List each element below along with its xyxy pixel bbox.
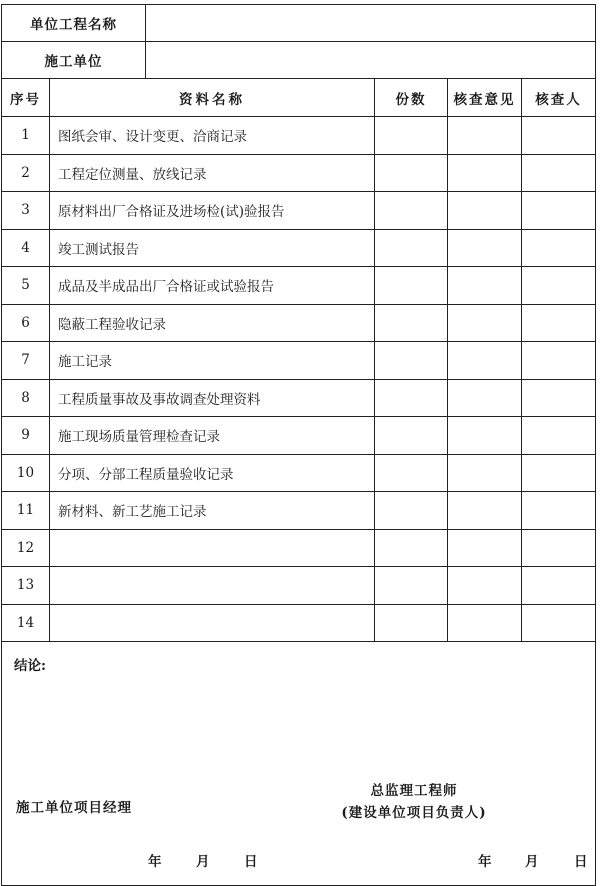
row-copies-field[interactable]: [375, 454, 448, 492]
table-row: [2, 529, 596, 567]
row-seq: 4: [2, 229, 50, 267]
row-copies-field[interactable]: [375, 267, 448, 305]
row-opinion-field[interactable]: [448, 529, 522, 567]
row-seq: 7: [2, 342, 50, 380]
row-seq: 11: [2, 492, 50, 530]
contractor-row: [2, 42, 596, 79]
table-row: [2, 604, 596, 642]
row-seq: 10: [2, 454, 50, 492]
row-checker-field[interactable]: [522, 529, 596, 567]
conclusion-row: [2, 642, 596, 886]
row-document-name: 隐蔽工程验收记录: [50, 304, 375, 342]
row-copies-field[interactable]: [375, 379, 448, 417]
row-checker-field[interactable]: [522, 154, 596, 192]
row-copies-field[interactable]: [375, 342, 448, 380]
col-checker-header: 核查人: [522, 79, 596, 117]
column-header-row: [2, 79, 596, 117]
row-copies-field[interactable]: [375, 192, 448, 230]
row-copies-field[interactable]: [375, 229, 448, 267]
row-opinion-field[interactable]: [448, 304, 522, 342]
row-copies-field[interactable]: [375, 154, 448, 192]
right-date-month: 月: [525, 854, 539, 870]
row-seq: 2: [2, 154, 50, 192]
row-seq: 5: [2, 267, 50, 305]
right-date-day: 日: [574, 854, 588, 870]
table-row: [2, 492, 596, 530]
row-checker-field[interactable]: [522, 192, 596, 230]
row-seq: 8: [2, 379, 50, 417]
row-copies-field[interactable]: [375, 529, 448, 567]
row-copies-field[interactable]: [375, 117, 448, 155]
row-checker-field[interactable]: [522, 417, 596, 455]
row-opinion-field[interactable]: [448, 567, 522, 605]
row-document-name: 成品及半成品出厂合格证或试验报告: [50, 267, 375, 305]
row-document-name: 施工现场质量管理检查记录: [50, 417, 375, 455]
table-row: [2, 454, 596, 492]
row-checker-field[interactable]: [522, 379, 596, 417]
contractor-label: 施工单位: [2, 42, 146, 79]
row-opinion-field[interactable]: [448, 192, 522, 230]
inspection-form-table: [1, 4, 596, 886]
table-row: [2, 117, 596, 155]
row-opinion-field[interactable]: [448, 154, 522, 192]
table-row: [2, 267, 596, 305]
table-row: [2, 304, 596, 342]
row-seq: 9: [2, 417, 50, 455]
row-checker-field[interactable]: [522, 342, 596, 380]
row-copies-field[interactable]: [375, 492, 448, 530]
project-name-row: [2, 5, 596, 42]
row-seq: 13: [2, 567, 50, 605]
col-name-header: 资料名称: [50, 79, 375, 117]
row-checker-field[interactable]: [522, 304, 596, 342]
row-seq: 14: [2, 604, 50, 642]
row-copies-field[interactable]: [375, 417, 448, 455]
chief-supervisor-label: 总监理工程师: [370, 783, 458, 799]
row-opinion-field[interactable]: [448, 229, 522, 267]
row-seq: 3: [2, 192, 50, 230]
conclusion-label: 结论:: [14, 658, 46, 674]
row-document-name: 施工记录: [50, 342, 375, 380]
row-document-name: [50, 604, 375, 642]
project-manager-signature-label: 施工单位项目经理: [16, 800, 132, 816]
col-opinion-header: 核查意见: [448, 79, 522, 117]
row-opinion-field[interactable]: [448, 454, 522, 492]
row-document-name: 工程质量事故及事故调查处理资料: [50, 379, 375, 417]
row-checker-field[interactable]: [522, 229, 596, 267]
row-document-name: [50, 567, 375, 605]
row-copies-field[interactable]: [375, 304, 448, 342]
row-document-name: 原材料出厂合格证及进场检(试)验报告: [50, 192, 375, 230]
left-date-year: 年: [148, 854, 162, 870]
right-date-year: 年: [478, 854, 492, 870]
row-checker-field[interactable]: [522, 567, 596, 605]
table-row: [2, 567, 596, 605]
row-seq: 12: [2, 529, 50, 567]
row-checker-field[interactable]: [522, 267, 596, 305]
row-opinion-field[interactable]: [448, 117, 522, 155]
row-document-name: 分项、分部工程质量验收记录: [50, 454, 375, 492]
table-row: [2, 417, 596, 455]
left-date-month: 月: [196, 854, 210, 870]
table-row: [2, 229, 596, 267]
row-checker-field[interactable]: [522, 117, 596, 155]
row-copies-field[interactable]: [375, 604, 448, 642]
conclusion-cell: [2, 642, 596, 886]
project-name-field[interactable]: [146, 5, 596, 42]
table-row: [2, 379, 596, 417]
project-name-label: 单位工程名称: [2, 5, 146, 42]
left-date-day: 日: [244, 854, 258, 870]
row-checker-field[interactable]: [522, 492, 596, 530]
col-seq-header: 序号: [2, 79, 50, 117]
table-row: [2, 342, 596, 380]
row-opinion-field[interactable]: [448, 604, 522, 642]
row-opinion-field[interactable]: [448, 267, 522, 305]
row-seq: 6: [2, 304, 50, 342]
table-row: [2, 154, 596, 192]
row-document-name: 新材料、新工艺施工记录: [50, 492, 375, 530]
row-opinion-field[interactable]: [448, 492, 522, 530]
row-seq: 1: [2, 117, 50, 155]
row-document-name: 图纸会审、设计变更、洽商记录: [50, 117, 375, 155]
row-checker-field[interactable]: [522, 454, 596, 492]
col-copies-header: 份数: [375, 79, 448, 117]
row-checker-field[interactable]: [522, 604, 596, 642]
contractor-field[interactable]: [146, 42, 596, 79]
row-document-name: [50, 529, 375, 567]
row-opinion-field[interactable]: [448, 379, 522, 417]
table-row: [2, 192, 596, 230]
owner-representative-label: (建设单位项目负责人): [341, 805, 487, 821]
chief-supervisor-signature-block: [324, 780, 504, 824]
row-opinion-field[interactable]: [448, 342, 522, 380]
row-opinion-field[interactable]: [448, 417, 522, 455]
row-document-name: 工程定位测量、放线记录: [50, 154, 375, 192]
row-document-name: 竣工测试报告: [50, 229, 375, 267]
row-copies-field[interactable]: [375, 567, 448, 605]
